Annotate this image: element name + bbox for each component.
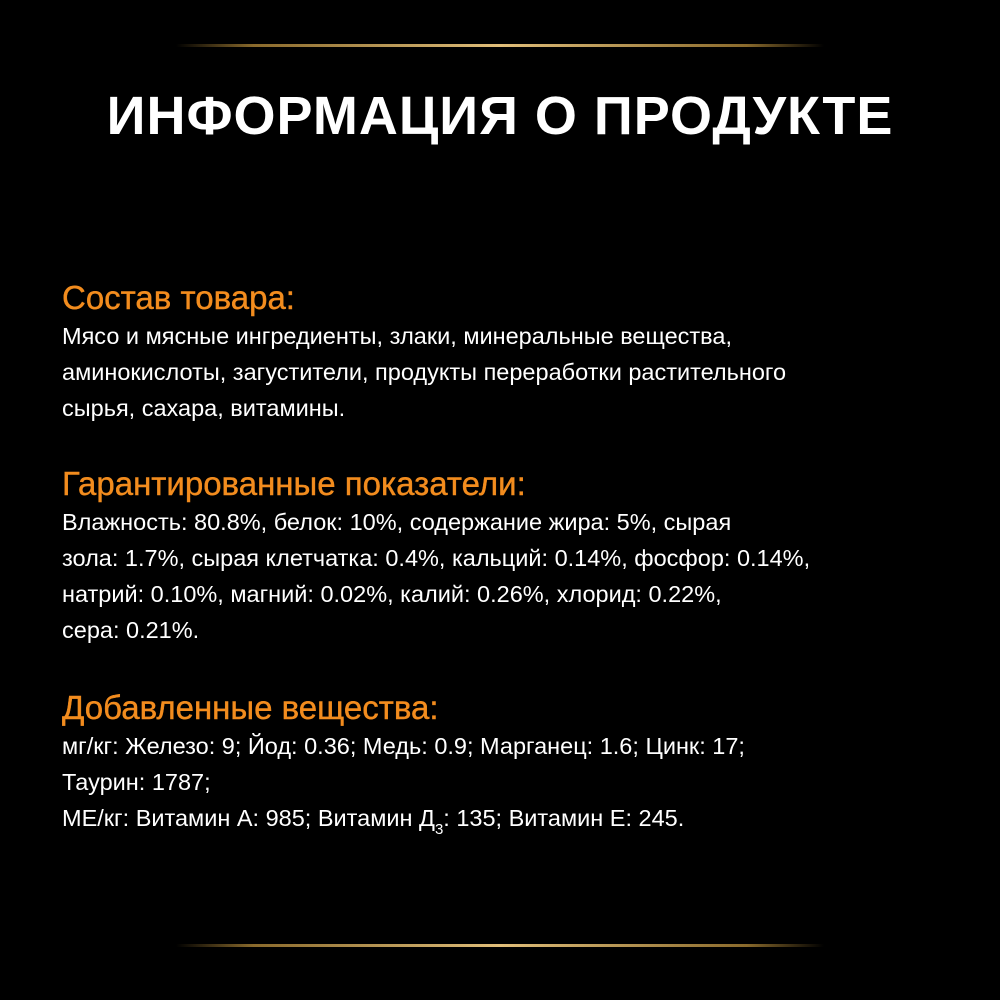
guaranteed-line: зола: 1.7%, сырая клетчатка: 0.4%, кальций: 0.14%, фосфор: 0.14%, — [62, 545, 811, 571]
page-title: ИНФОРМАЦИЯ О ПРОДУКТЕ — [106, 86, 894, 146]
additives-line: Таурин: 1787; — [62, 769, 211, 795]
guaranteed-analysis-section — [62, 464, 942, 648]
vitamins-text-before: МЕ/кг: Витамин А: 985; Витамин Д — [62, 805, 435, 831]
composition-line: Мясо и мясные ингредиенты, злаки, минеральные вещества, — [62, 323, 732, 349]
guaranteed-line: Влажность: 80.8%, белок: 10%, содержание жира: 5%, сырая — [62, 509, 732, 535]
composition-line: сырья, сахара, витамины. — [62, 395, 346, 421]
additives-line: мг/кг: Железо: 9; Йод: 0.36; Медь: 0.9; Марганец: 1.6; Цинк: 17; — [62, 733, 745, 759]
additives-vitamins-line — [62, 800, 942, 836]
guaranteed-line: сера: 0.21%. — [62, 617, 200, 643]
composition-section — [62, 278, 942, 426]
guaranteed-line: натрий: 0.10%, магний: 0.02%, калий: 0.26%, хлорид: 0.22%, — [62, 581, 722, 607]
composition-heading: Состав товара: — [62, 279, 295, 316]
bottom-gold-divider — [176, 944, 824, 947]
additives-text — [62, 728, 942, 836]
vitamin-d-subscript: 3 — [434, 821, 444, 838]
additives-heading: Добавленные вещества: — [62, 689, 439, 726]
composition-text — [62, 318, 942, 426]
guaranteed-analysis-heading: Гарантированные показатели: — [62, 465, 526, 502]
top-gold-divider — [176, 44, 824, 47]
additives-section — [62, 688, 942, 836]
composition-line: аминокислоты, загустители, продукты переработки растительного — [62, 359, 787, 385]
guaranteed-analysis-text — [62, 504, 942, 648]
vitamins-text-after: : 135; Витамин Е: 245. — [443, 805, 685, 831]
